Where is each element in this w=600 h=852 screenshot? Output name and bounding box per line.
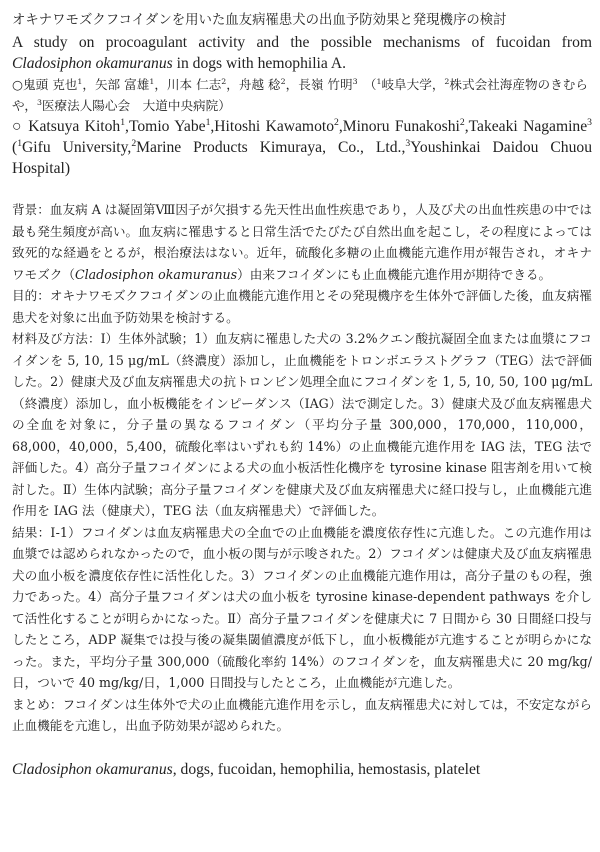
affiliation-close: ) — [64, 160, 71, 177]
affiliation-name: Youshinkai Daidou Chuou Hospital — [12, 139, 592, 177]
spacer — [12, 737, 592, 759]
author-separator: , — [210, 118, 215, 135]
keyword-species: Cladosiphon okamuranus — [12, 760, 173, 778]
author-separator: ， — [82, 77, 95, 92]
author-name: Takeaki Nagamine — [468, 118, 588, 135]
affiliation-separator: ） — [218, 98, 231, 113]
keywords-rest: , dogs, fucoidan, hemophilia, hemostasis, platelet — [172, 760, 481, 778]
title-english-species: Cladosiphon okamuranus — [12, 55, 173, 72]
author-name: 川本 仁志 — [166, 77, 222, 92]
author-affiliation-number: 1 — [205, 116, 211, 128]
methods-section: 材料及び方法：Ⅰ）生体外試験；1）血友病に罹患した犬の 3.2%クエン酸抗凝固全血または血漿にフコイダンを 5, 10, 15 μg/mL（終濃度）添加し，止血機能をトロンボエラストグラフ（TEG）法で評価した。2）健康犬及び血友病罹患犬の抗トロンビン処理全血にフコイダンを 1, 5, 10, 50, 100 μg/mL（終濃度）添加し，血小板機能をインピーダンス（IAG）法で測定した。3）健康犬及び血友病罹患犬の全血を対象に，分子量の異なるフコイダン（平均分子量 300,000，170,000，110,000，68,000，40,000，5,400，硫酸化率はいずれも約 14%）の止血機能亢進作用を IAG 法，TEG 法で評価した。4）高分子量フコイダンによる犬の血小板活性化機序を tyrosine kinase 阻害剤を用いて検討した。Ⅱ）生体内試験；高分子量フコイダンを健康犬及び血友病罹患犬に経口投与し，止血機能亢進作用を IAG 法（健康犬），TEG 法（血友病罹患犬）で評価した。 — [12, 331, 592, 518]
author-name: Katsuya Kitoh — [28, 118, 121, 135]
authors-japanese — [12, 74, 592, 116]
affiliation-number: 3 — [36, 97, 42, 107]
affiliation-name: 岐阜大学 — [381, 77, 432, 92]
affiliation-open: （ — [357, 77, 377, 92]
title-english-part-b: in dogs with hemophilia A. — [172, 55, 346, 72]
author-name: 長嶺 竹明 — [298, 77, 353, 92]
author-separator: ， — [154, 77, 167, 92]
author-separator: , — [338, 118, 343, 135]
author-affiliation-number: 3 — [352, 76, 358, 86]
affiliation-separator: ， — [431, 77, 445, 92]
affiliation-open: ( — [12, 139, 18, 156]
affiliation-name: Gifu University — [22, 139, 128, 156]
author-separator: , — [464, 118, 469, 135]
affiliation-name: 医療法人陽心会 大道中央病院 — [41, 98, 219, 113]
author-separator: ， — [226, 77, 239, 92]
background-species: Cladosiphon okamuranus — [74, 266, 238, 282]
author-affiliation-number: 2 — [280, 76, 286, 86]
affiliation-number: 1 — [17, 137, 23, 149]
keywords-line — [12, 759, 592, 781]
author-affiliation-number: 1 — [120, 116, 126, 128]
background-text-a: 背景：血友病 A は凝固第Ⅷ因子が欠損する先天性出血性疾患であり，人及び犬の出血性疾患の中では最も発生頻度が高い。血友病に罹患すると日常生活でたびたび自然出血を起こし，その程度によっては致死的な経過をとるが，根治療法はない。近年，硫酸化多糖の止血機能亢進作用が報告され，オキナワモズク（ — [12, 202, 592, 282]
author-name: Tomio Yabe — [128, 118, 206, 135]
author-affiliation-number: 2 — [459, 116, 465, 128]
affiliation-number: 2 — [444, 76, 450, 86]
author-affiliation-number: 2 — [221, 76, 227, 86]
author-name: Hitoshi Kawamoto — [214, 118, 334, 135]
author-name: Minoru Funakoshi — [342, 118, 460, 135]
author-affiliation-number: 3 — [587, 116, 592, 128]
title-english-part-a: A study on procoagulant activity and the possible mechanisms of fucoidan from — [12, 34, 592, 51]
title-japanese: オキナワモズクフコイダンを用いた血友病罹患犬の出血予防効果と発現機序の検討 — [12, 13, 507, 28]
spacer — [12, 179, 592, 199]
affiliation-separator: , — [401, 139, 406, 156]
title-english — [12, 32, 592, 74]
affiliation-number: 2 — [131, 137, 137, 149]
affiliation-name: 株式会社海産物のきむらや — [12, 77, 588, 113]
presenter-mark: ○ — [12, 118, 29, 135]
author-name: 舟越 稔 — [238, 77, 281, 92]
conclusion-section: まとめ：フコイダンは生体外で犬の止血機能亢進作用を示し，血友病罹患犬に対しては，不安定ながら止血機能を亢進し，出血予防効果が認められた。 — [12, 696, 592, 733]
author-affiliation-number: 1 — [77, 76, 83, 86]
authors-english — [12, 116, 592, 179]
background-section — [12, 199, 592, 285]
affiliation-number: 1 — [376, 76, 382, 86]
author-affiliation-number: 1 — [149, 76, 155, 86]
objective-section: 目的：オキナワモズクフコイダンの止血機能亢進作用とその発現機序を生体外で評価した後，血友病罹患犬を対象に出血予防効果を検討する。 — [12, 288, 592, 325]
affiliation-separator: ， — [24, 98, 37, 113]
results-section: 結果：Ⅰ-1）フコイダンは血友病罹患犬の全血での止血機能を濃度依存性に亢進した。この亢進作用は血漿では認められなかったので，血小板の関与が示唆された。2）フコイダンは健康犬及び血友病罹患犬の血小板を濃度依存性に活性化した。3）フコイダンの止血機能亢進作用は，高分子量のもの程，強力であった。4）高分子量フコイダンは犬の血小板を tyrosine kinase-dependent pathways を介して活性化することが明らかになった。Ⅱ）高分子量フコイダンを健康犬に 7 日間から 30 日間経口投与したところ，ADP 凝集では投与後の凝集閾値濃度が低下し，血小板機能が亢進することが明らかになった。また，平均分子量 300,000（硫酸化率約 14%）のフコイダンを，血友病罹患犬に 20 mg/kg/日，ついで 40 mg/kg/日，1,000 日間投与したところ，止血機能が亢進した。 — [12, 524, 592, 690]
author-affiliation-number: 2 — [334, 116, 339, 128]
author-separator: , — [125, 118, 129, 135]
background-text-b: ）由来フコイダンにも止血機能亢進作用が期待できる。 — [237, 266, 552, 282]
affiliation-separator: , — [127, 139, 132, 156]
affiliation-number: 3 — [405, 137, 411, 149]
author-name: 鬼頭 克也 — [23, 77, 78, 92]
author-separator: ， — [285, 77, 299, 92]
presenter-mark: ○ — [12, 77, 23, 92]
author-name: 矢部 富雄 — [94, 77, 150, 92]
affiliation-name: Marine Products Kimuraya, Co., Ltd. — [136, 139, 402, 156]
